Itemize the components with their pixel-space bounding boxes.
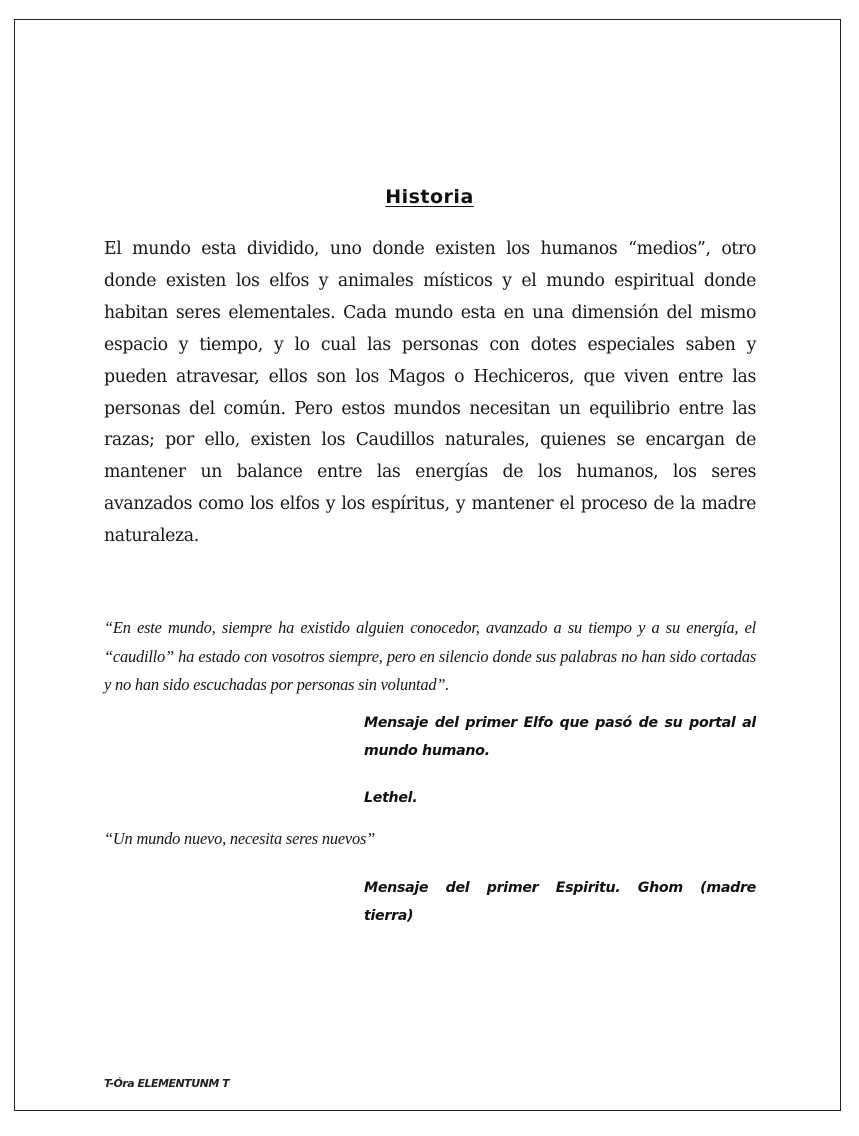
page-title: Historia	[385, 186, 474, 208]
body-paragraph: El mundo esta dividido, uno donde existen los humanos “medios”, otro donde existen los elfos y animales místicos y el mundo espiritual donde habitan seres elementales. Cada mundo esta en una dimensión del mismo espacio y tiempo, y lo cual las personas con dotes especiales saben y pueden atravesar, ellos son los Magos o Hechiceros, que viven entre las personas del común. Pero estos mundos necesitan un equilibrio entre las razas; por ello, existen los Caudillos naturales, quienes se encargan de mantener un balance entre las energías de los humanos, los seres avanzados como los elfos y los espíritus, y mantener el proceso de la madre naturaleza.	[104, 239, 756, 547]
quote-spirit-attribution: Mensaje del primer Espiritu. Ghom (madre tierra)	[364, 880, 756, 924]
quote-elf-attribution: Mensaje del primer Elfo que pasó de su portal al mundo humano.	[364, 715, 756, 759]
quote-elf-signature: Lethel.	[364, 790, 418, 806]
page-border	[14, 19, 841, 1111]
quote-elf: “En este mundo, siempre ha existido alguien conocedor, avanzado a su tiempo y a su energía, el “caudillo” ha estado con vosotros siempre, pero en silencio donde sus palabras no han sido cortadas y no han sido escuchadas por personas sin voluntad”.	[104, 618, 756, 695]
quote-spirit: “Un mundo nuevo, necesita seres nuevos”	[104, 829, 376, 848]
page-footer: T-Óra ELEMENTUNM T	[104, 1077, 230, 1090]
